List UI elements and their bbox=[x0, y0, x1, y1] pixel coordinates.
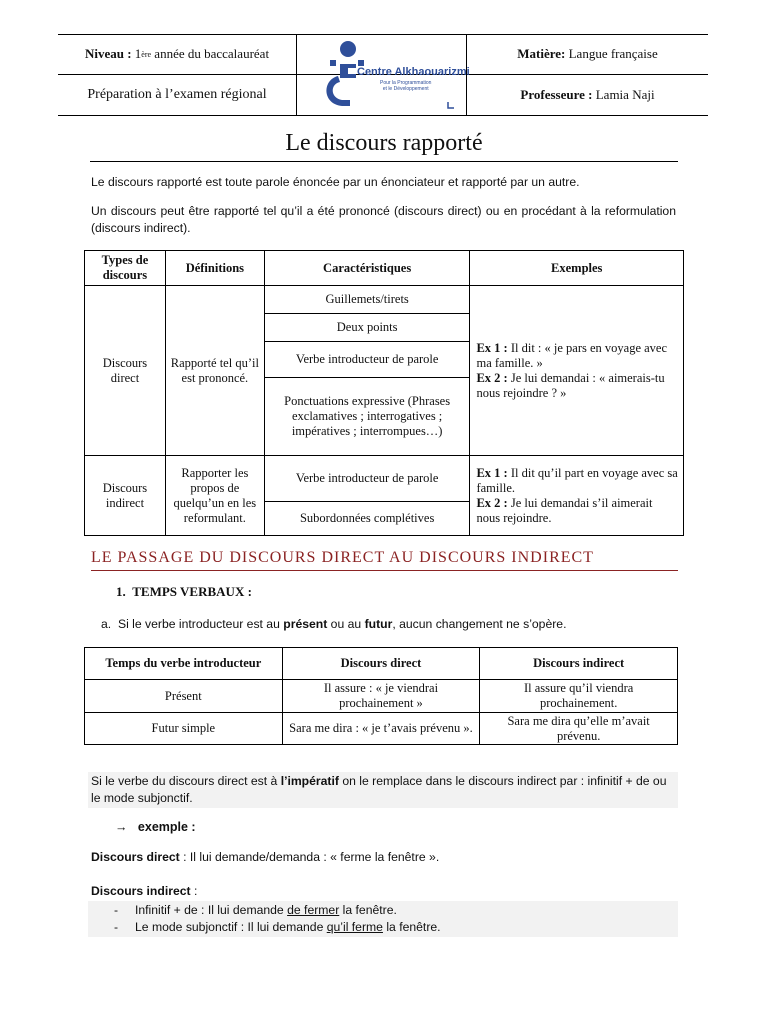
ex1-label: Ex 1 : bbox=[476, 340, 508, 355]
cell-indirect: Sara me dira qu’elle m’avait prévenu. bbox=[480, 713, 678, 745]
ex2-text: Je lui demandai : « aimerais-tu nous rejoindre ? » bbox=[476, 370, 665, 400]
carac-direct-4: Ponctuations expressive (Phrases exclamatives ; interrogatives ; impératives ; interrompues…) bbox=[264, 378, 470, 456]
point-a-text-3: , aucun changement ne s’opère. bbox=[392, 617, 567, 631]
section-heading: LE PASSAGE DU DISCOURS DIRECT AU DISCOURS INDIRECT bbox=[91, 549, 678, 571]
carac-indirect-1: Verbe introducteur de parole bbox=[264, 456, 470, 502]
list-underlined: qu’il ferme bbox=[326, 920, 383, 934]
cell-temps: Présent bbox=[85, 680, 283, 713]
exemple-label: exemple : bbox=[137, 820, 196, 834]
imperatif-text-1: Si le verbe du discours direct est à bbox=[91, 774, 281, 788]
carac-direct-3: Verbe introducteur de parole bbox=[264, 342, 470, 378]
preparation-cell bbox=[58, 75, 296, 115]
list-text-2: la fenêtre. bbox=[382, 920, 441, 934]
discours-direct-text: : Il lui demande/demanda : « ferme la fenêtre ». bbox=[179, 850, 440, 864]
point-a-text-1: Si le verbe introducteur est au bbox=[117, 617, 284, 631]
page-title: Le discours rapporté bbox=[90, 130, 678, 162]
discours-direct-label: Discours direct bbox=[91, 850, 180, 864]
imperatif-bold: l’impératif bbox=[280, 774, 339, 788]
definition-direct: Rapporté tel qu’il est prononcé. bbox=[165, 286, 264, 456]
list-item bbox=[114, 902, 441, 919]
col-header-types: Types de discours bbox=[85, 251, 166, 286]
subsection-title bbox=[116, 584, 252, 600]
professeur-label: Professeure : bbox=[520, 87, 593, 102]
definition-indirect: Rapporter les propos de quelqu’un en les reformulant. bbox=[165, 456, 264, 536]
exemple-line bbox=[115, 820, 196, 834]
cell-direct: Il assure : « je viendrai prochainement » bbox=[282, 680, 480, 713]
matiere-value: Langue française bbox=[568, 46, 658, 61]
col-header-caracteristiques: Caractéristiques bbox=[264, 251, 470, 286]
logo bbox=[320, 40, 470, 112]
list-dash: - bbox=[114, 920, 119, 934]
exemple-list bbox=[114, 902, 441, 936]
discours-direct-line bbox=[91, 850, 439, 864]
col-header-definitions: Définitions bbox=[165, 251, 264, 286]
ex2-label: Ex 2 : bbox=[476, 370, 508, 385]
table-row bbox=[85, 713, 678, 745]
list-dash: - bbox=[114, 903, 119, 917]
list-underlined: de fermer bbox=[287, 903, 340, 917]
col-header-indirect: Discours indirect bbox=[480, 648, 678, 680]
cell-indirect: Il assure qu’il viendra prochainement. bbox=[480, 680, 678, 713]
type-indirect: Discours indirect bbox=[85, 456, 166, 536]
logo-subtitle bbox=[380, 80, 431, 92]
document-header bbox=[58, 34, 708, 116]
arrow-icon: → bbox=[115, 820, 128, 834]
list-text-1: Le mode subjonctif : Il lui demande bbox=[135, 920, 327, 934]
carac-direct-1: Guillemets/tirets bbox=[264, 286, 470, 314]
cell-direct: Sara me dira : « je t’avais prévenu ». bbox=[282, 713, 480, 745]
exemples-indirect bbox=[470, 456, 684, 536]
col-header-exemples: Exemples bbox=[470, 251, 684, 286]
ex1-label: Ex 1 : bbox=[476, 465, 508, 480]
professeur-value: Lamia Naji bbox=[595, 87, 655, 102]
imperatif-paragraph bbox=[91, 773, 676, 807]
logo-sub2: et le Développement bbox=[382, 86, 429, 92]
logo-sub1: Pour la Programmation bbox=[380, 80, 432, 86]
ex2-label: Ex 2 : bbox=[476, 495, 508, 510]
preparation-text: Préparation à l’examen régional bbox=[87, 87, 267, 102]
ex1-text: Il dit : « je pars en voyage avec ma famille. » bbox=[476, 340, 668, 370]
types-table bbox=[84, 250, 684, 536]
point-a bbox=[101, 617, 566, 631]
matiere-label: Matière: bbox=[517, 46, 566, 61]
subsection-number: 1. bbox=[116, 584, 126, 599]
col-header-temps: Temps du verbe introducteur bbox=[85, 648, 283, 680]
carac-direct-2: Deux points bbox=[264, 314, 470, 342]
intro-paragraph-2: Un discours peut être rapporté tel qu’il a été prononcé (discours direct) ou en procédant à la reformulation (discours indirect). bbox=[91, 204, 676, 235]
list-text-2: la fenêtre. bbox=[339, 903, 397, 917]
temps-table bbox=[84, 647, 678, 745]
col-header-direct: Discours direct bbox=[282, 648, 480, 680]
professeur-cell bbox=[467, 75, 708, 115]
point-a-letter: a. bbox=[101, 617, 112, 631]
imperatif-text-2: on le remplace dans le discours indirect par : infinitif + de ou le mode subjonctif. bbox=[91, 774, 667, 805]
matiere-cell bbox=[467, 34, 708, 74]
niveau-num: 1 bbox=[134, 46, 142, 61]
point-a-futur: futur bbox=[364, 617, 393, 631]
table-row bbox=[85, 680, 678, 713]
niveau-sup: ère bbox=[141, 49, 152, 59]
discours-indirect-label: Discours indirect bbox=[91, 884, 191, 898]
exemples-direct bbox=[470, 286, 684, 456]
discours-indirect-colon: : bbox=[190, 884, 198, 898]
cell-temps: Futur simple bbox=[85, 713, 283, 745]
carac-indirect-2: Subordonnées complétives bbox=[264, 502, 470, 536]
point-a-text-2: ou au bbox=[327, 617, 365, 631]
point-a-present: présent bbox=[283, 617, 328, 631]
ex1-text: Il dit qu’il part en voyage avec sa famille. bbox=[476, 465, 678, 495]
intro-paragraph-1: Le discours rapporté est toute parole énoncée par un énonciateur et rapporté par un autre. bbox=[91, 175, 580, 189]
ex2-text: Je lui demandai s’il aimerait nous rejoindre. bbox=[476, 495, 653, 525]
niveau-cell bbox=[58, 34, 296, 74]
niveau-label: Niveau : bbox=[84, 46, 132, 61]
discours-indirect-line bbox=[91, 884, 197, 898]
subsection-text: TEMPS VERBAUX : bbox=[132, 584, 252, 599]
logo-name: Centre Alkhaouarizmi bbox=[357, 66, 470, 78]
list-text-1: Infinitif + de : Il lui demande bbox=[135, 903, 288, 917]
type-direct: Discours direct bbox=[85, 286, 166, 456]
list-item bbox=[114, 919, 441, 936]
niveau-rest: année du baccalauréat bbox=[154, 46, 270, 61]
